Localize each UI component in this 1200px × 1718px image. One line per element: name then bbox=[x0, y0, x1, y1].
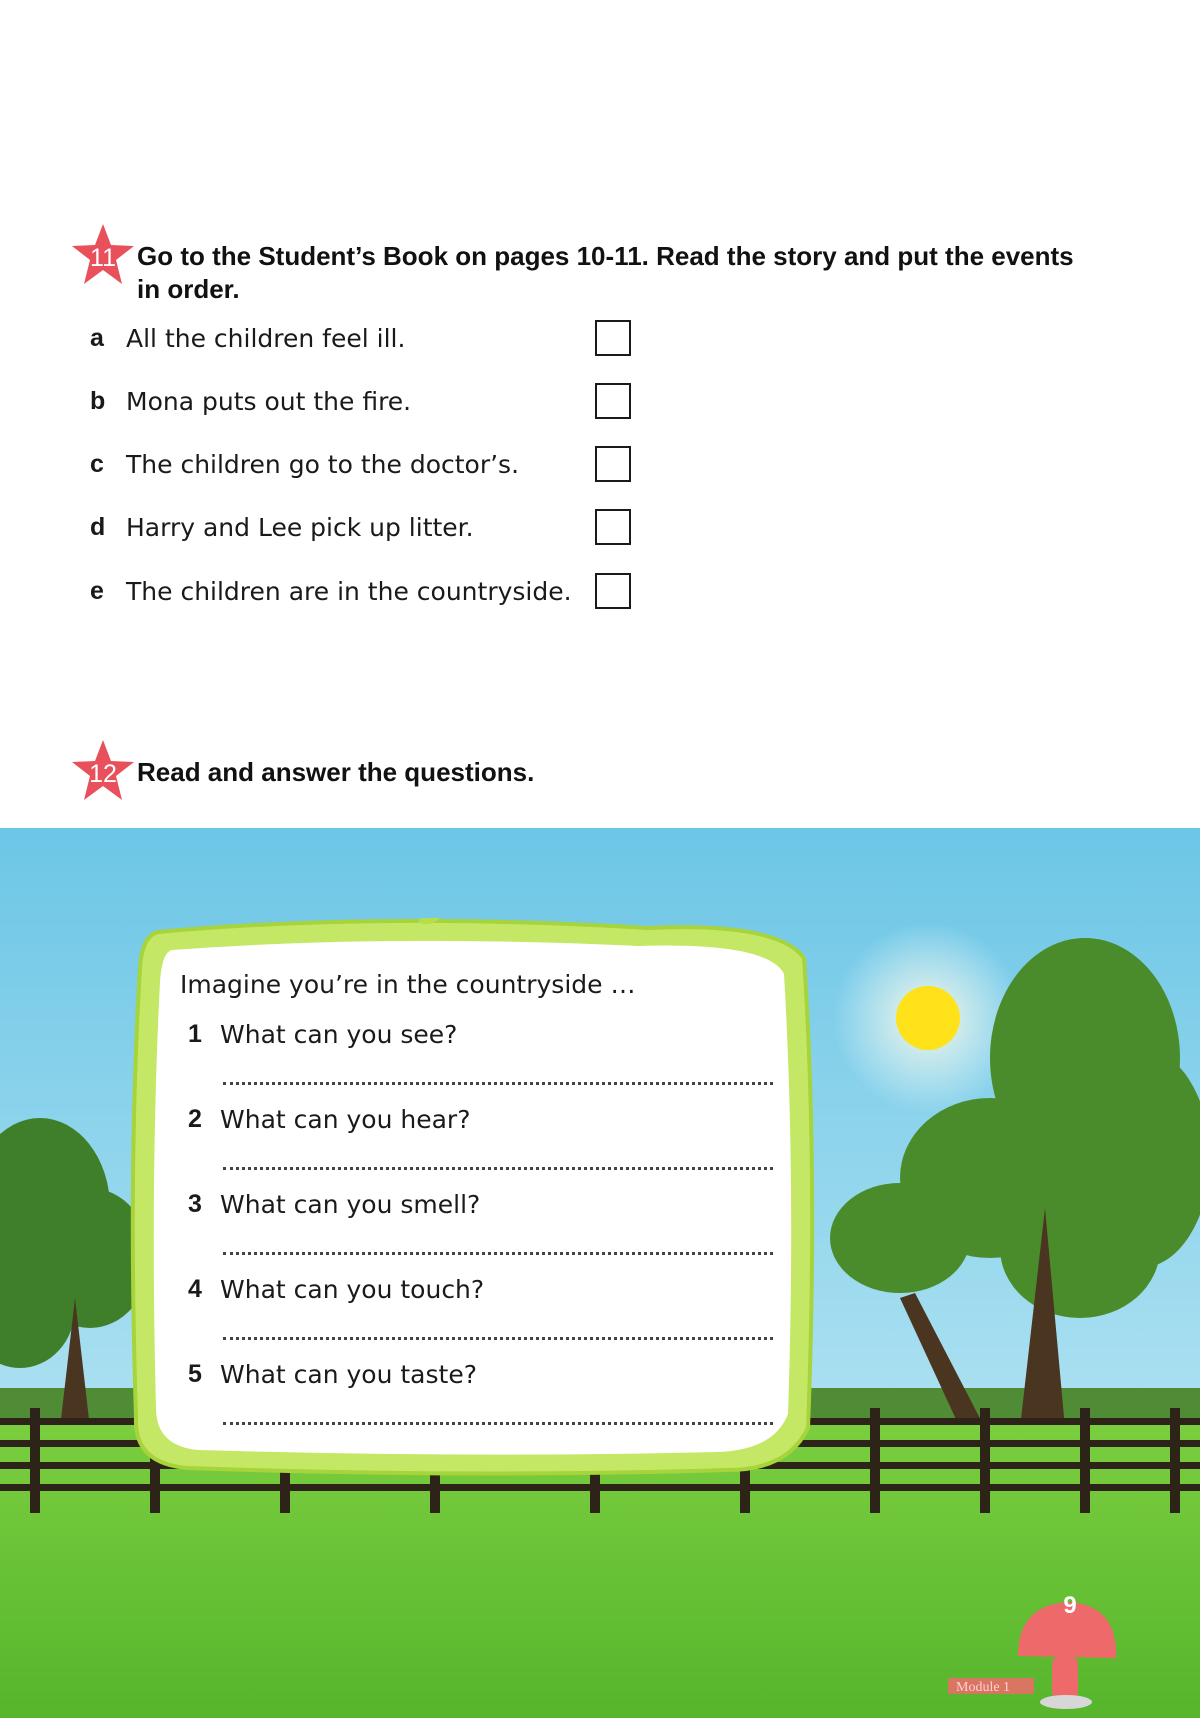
event-item-c bbox=[90, 444, 640, 484]
page-number: 9 bbox=[1063, 1592, 1077, 1619]
event-item-b bbox=[90, 381, 640, 421]
question-number: 4 bbox=[188, 1275, 202, 1303]
order-box-e[interactable] bbox=[595, 573, 631, 609]
event-text: The children are in the countryside. bbox=[126, 576, 572, 606]
question-1 bbox=[188, 1020, 457, 1049]
question-2 bbox=[188, 1105, 470, 1134]
event-text: All the children feel ill. bbox=[126, 323, 406, 353]
question-3 bbox=[188, 1190, 480, 1219]
answer-line-5[interactable] bbox=[223, 1422, 773, 1425]
exercise-12-number: 12 bbox=[89, 759, 117, 788]
question-text: What can you smell? bbox=[220, 1190, 481, 1219]
event-letter: e bbox=[90, 576, 104, 605]
answer-line-2[interactable] bbox=[223, 1167, 773, 1170]
exercise-11-instruction-line1: Go to the Student’s Book on pages 10-11. Read the story and put the events bbox=[137, 241, 1074, 271]
exercise-11-instruction-line2: in order. bbox=[137, 274, 240, 304]
exercise-12-star-badge bbox=[70, 738, 136, 804]
order-box-a[interactable] bbox=[595, 320, 631, 356]
question-5 bbox=[188, 1360, 477, 1389]
question-4 bbox=[188, 1275, 484, 1304]
event-text: The children go to the doctor’s. bbox=[126, 449, 520, 479]
exercise-11-star-badge bbox=[70, 222, 136, 288]
card-intro: Imagine you’re in the countryside … bbox=[180, 970, 636, 999]
order-box-c[interactable] bbox=[595, 446, 631, 482]
event-letter: c bbox=[90, 449, 104, 478]
question-card bbox=[128, 918, 818, 1476]
event-letter: b bbox=[90, 386, 106, 415]
question-text: What can you see? bbox=[220, 1020, 458, 1049]
event-letter: a bbox=[90, 323, 104, 352]
event-letter: d bbox=[90, 512, 106, 541]
event-text: Mona puts out the fire. bbox=[126, 386, 412, 416]
answer-line-4[interactable] bbox=[223, 1337, 773, 1340]
question-number: 2 bbox=[188, 1105, 202, 1133]
exercise-11-number: 11 bbox=[90, 243, 116, 272]
order-box-d[interactable] bbox=[595, 509, 631, 545]
question-text: What can you touch? bbox=[220, 1275, 485, 1304]
event-item-e bbox=[90, 571, 640, 611]
event-item-a bbox=[90, 318, 640, 358]
event-item-d bbox=[90, 507, 640, 547]
question-text: What can you taste? bbox=[220, 1360, 477, 1389]
page-number-badge bbox=[948, 1592, 1118, 1712]
exercise-12-instruction: Read and answer the questions. bbox=[137, 757, 535, 787]
mushroom-icon bbox=[948, 1592, 1118, 1712]
question-number: 1 bbox=[188, 1020, 202, 1048]
event-text: Harry and Lee pick up litter. bbox=[126, 512, 474, 542]
question-number: 3 bbox=[188, 1190, 202, 1218]
module-label: Module 1 bbox=[956, 1680, 1011, 1695]
question-text: What can you hear? bbox=[220, 1105, 471, 1134]
answer-line-3[interactable] bbox=[223, 1252, 773, 1255]
question-number: 5 bbox=[188, 1360, 202, 1388]
order-box-b[interactable] bbox=[595, 383, 631, 419]
exercise-11-instruction bbox=[137, 240, 1137, 306]
answer-line-1[interactable] bbox=[223, 1082, 773, 1085]
